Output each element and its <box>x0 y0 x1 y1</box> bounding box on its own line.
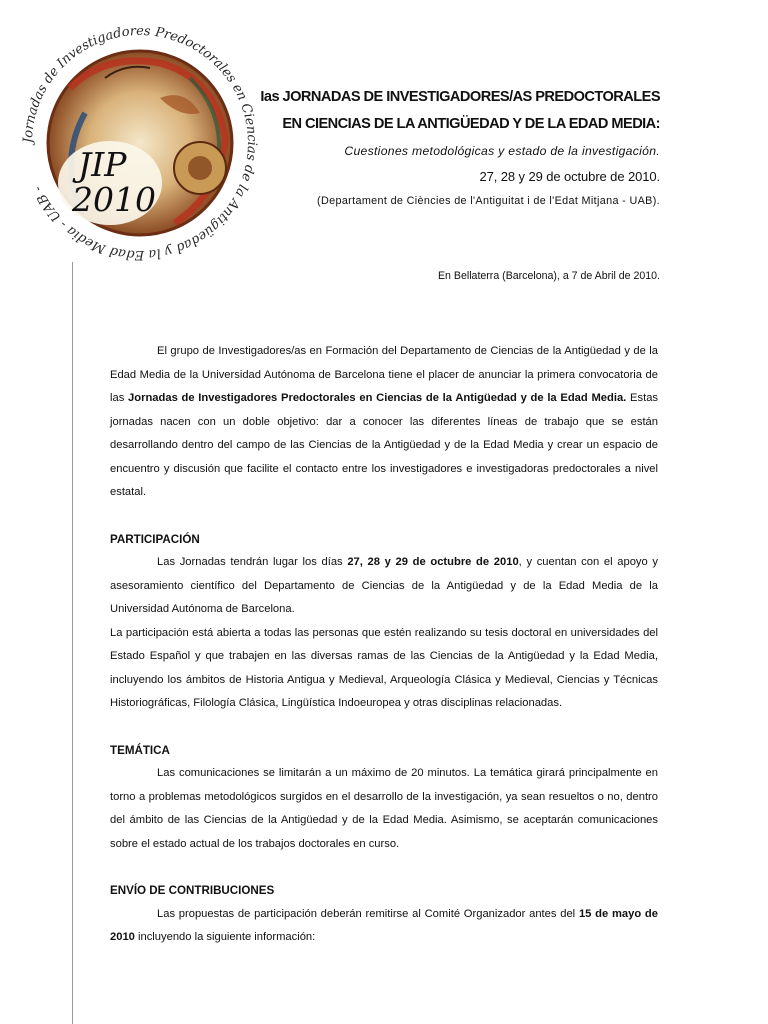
place-and-date: En Bellaterra (Barcelona), a 7 de Abril de 2010. <box>437 270 660 282</box>
intro-text-b: Estas jornadas nacen con un doble objetivo: dar a conocer las diferentes líneas de trabajo que se están desarrollando dentro del campo de las Ciencias de la Antigüedad y de la Edad Media y crear un espacio de encuentro y discusión que facilite el contacto entre los investigadores e investigadoras predoctorales a nivel estatal. <box>110 392 659 498</box>
intro-bold-event-name: Jornadas de Investigadores Predoctorales en Ciencias de la Antigüedad y de la Edad Media. <box>128 392 627 404</box>
event-title-line-1: Ias JORNADAS DE INVESTIGADORES/AS PREDOCTORALES <box>260 89 660 105</box>
envio-bold-deadline: 15 de mayo de 2010 <box>110 907 658 943</box>
intro-paragraph <box>110 340 658 505</box>
letter-body <box>110 340 658 950</box>
participacion-bold-dates: 27, 28 y 29 de octubre de 2010 <box>347 556 519 568</box>
event-dates: 27, 28 y 29 de octubre de 2010. <box>479 169 660 184</box>
envio-text-a: Las propuestas de participación deberán remitirse al Comité Organizador antes del <box>157 907 579 920</box>
participacion-text-a: Las Jornadas tendrán lugar los días <box>157 556 348 568</box>
participacion-text-b: , y cuentan con el apoyo y asesoramiento científico del Departamento de Ciencias de la Antigüedad y de la Edad Media de la Universidad Autónoma de Barcelona. <box>110 556 658 615</box>
intro-text-a: El grupo de Investigadores/as en Formación del Departamento de Ciencias de la Antigüedad y de la Edad Media de la Universidad Autónoma de Barcelona tiene el placer de anunciar la primera convocatoria de las <box>110 345 658 404</box>
tematica-paragraph: Las comunicaciones se limitarán a un máximo de 20 minutos. La temática girará principalmente en torno a problemas metodológicos surgidos en el desarrollo de la investigación, ya sean resueltos o no, dentro del ámbito de las Ciencias de la Antigüedad y de la Edad Media. Asimismo, se aceptarán comunicaciones sobre el estado actual de los trabajos doctorales en curso. <box>110 767 658 850</box>
logo-jip-text: JIP <box>78 145 127 184</box>
event-title-line-2: EN CIENCIAS DE LA ANTIGÜEDAD Y DE LA EDAD MEDIA: <box>282 116 660 132</box>
logo-emblem-graphic <box>10 18 270 268</box>
department-line: (Departament de Ciències de l'Antiguitat i de l'Edat Mitjana - UAB). <box>317 195 660 207</box>
heading-envio: ENVÍO DE CONTRIBUCIONES <box>110 884 275 897</box>
jip-2010-logo <box>10 18 270 268</box>
logo-ring-textpath: Jornadas de Investigadores Predoctorales en Ciencias de la Antigüedad y la Edad Media - UAB - <box>20 23 260 263</box>
envio-text-b: incluyendo la siguiente información: <box>134 931 316 943</box>
heading-tematica: TEMÁTICA <box>110 743 170 757</box>
margin-rule <box>72 262 73 1024</box>
logo-year-text: 2010 <box>72 180 156 219</box>
heading-participacion: PARTICIPACIÓN <box>110 532 200 546</box>
participacion-paragraph-1 <box>110 551 658 622</box>
participacion-paragraph-2: La participación está abierta a todas las personas que estén realizando su tesis doctoral en universidades del Estado Español y que trabajen en las diversas ramas de las Ciencias de la Antigüedad y la Edad Media, incluyendo los ámbitos de Historia Antigua y Medieval, Arqueología Clásica y Medieval, Ciencias y Técnicas Historiográficas, Filología Clásica, Lingüística Indoeuropea y otras disciplinas relacionadas. <box>110 626 658 709</box>
envio-paragraph <box>110 903 658 950</box>
event-subtitle: Cuestiones metodológicas y estado de la investigación. <box>344 144 660 158</box>
